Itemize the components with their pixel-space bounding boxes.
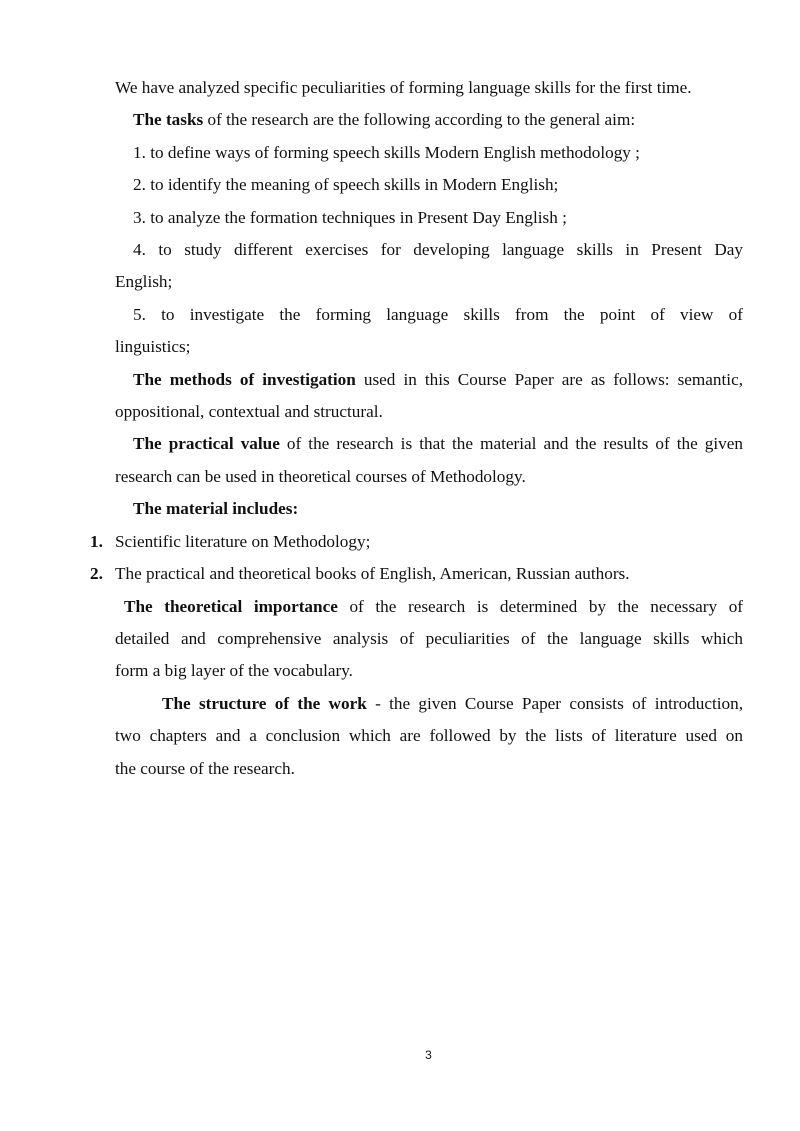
text-span: of the research are the following according to the general aim:	[203, 110, 636, 129]
structure-line-end: the course of the research.	[115, 759, 295, 778]
bold-heading: The methods of investigation	[133, 370, 356, 389]
text-span: of the research is determined by the necessary of	[337, 597, 744, 616]
task-item-5: 5. to investigate the forming language skills from the point of view of	[133, 305, 743, 324]
tasks-line	[133, 110, 635, 130]
material-heading	[133, 499, 298, 519]
methods-line	[133, 370, 743, 390]
practical-line-cont: research can be used in theoretical courses of Methodology.	[115, 467, 526, 486]
text-span: - the given Course Paper consists of introduction,	[366, 694, 744, 713]
page-number: 3	[425, 1048, 432, 1062]
bold-heading: The material includes:	[133, 499, 299, 518]
text-line: We have analyzed specific peculiarities of forming language skills for the first time.	[115, 78, 692, 97]
methods-line-cont: oppositional, contextual and structural.	[115, 402, 383, 421]
list-number: 2.	[90, 564, 103, 583]
bold-heading: The tasks	[133, 110, 204, 129]
structure-line-cont: two chapters and a conclusion which are followed by the lists of literature used on	[115, 726, 743, 745]
task-item-4-cont: English;	[115, 272, 173, 291]
list-item: Scientific literature on Methodology;	[115, 532, 371, 551]
task-item-4: 4. to study different exercises for developing language skills in Present Day	[133, 240, 743, 259]
text-span: used in this Course Paper are as follows: semantic,	[355, 370, 743, 389]
task-item-1: 1. to define ways of forming speech skills Modern English methodology ;	[133, 143, 640, 162]
theoretical-line-end: form a big layer of the vocabulary.	[115, 661, 353, 680]
theoretical-line-cont: detailed and comprehensive analysis of peculiarities of the language skills which	[115, 629, 743, 648]
bold-heading: The practical value	[133, 434, 280, 453]
task-item-2: 2. to identify the meaning of speech skills in Modern English;	[133, 175, 559, 194]
task-item-5-cont: linguistics;	[115, 337, 191, 356]
text-span: of the research is that the material and the results of the given	[279, 434, 743, 453]
bold-heading: The theoretical importance	[124, 597, 338, 616]
task-item-3: 3. to analyze the formation techniques in Present Day English ;	[133, 208, 567, 227]
theoretical-line	[124, 597, 743, 617]
list-item: The practical and theoretical books of English, American, Russian authors.	[115, 564, 630, 583]
practical-line	[133, 434, 743, 454]
list-number: 1.	[90, 532, 103, 551]
structure-line	[162, 694, 743, 714]
bold-heading: The structure of the work	[162, 694, 367, 713]
